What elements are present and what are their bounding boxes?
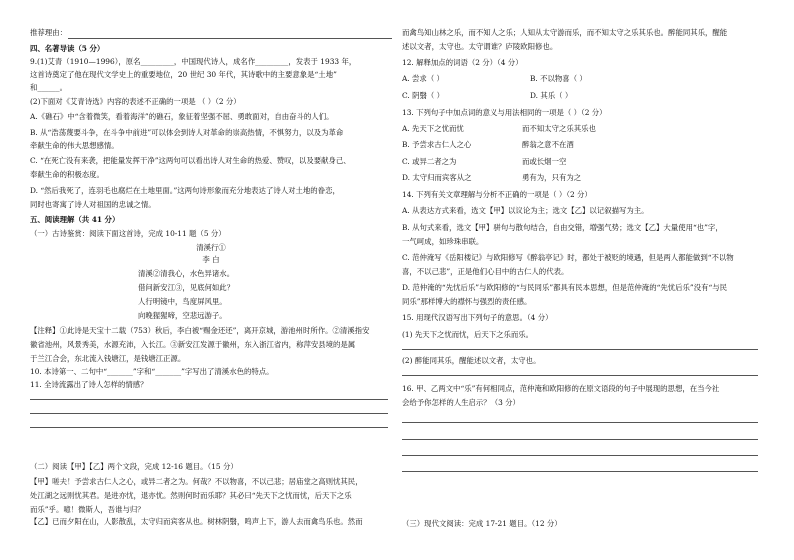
poem-line: 人行明镜中，鸟度屏风里。 bbox=[138, 297, 227, 306]
q14-option-b: B. 从句式来看，选文【甲】骈句与散句结合，自由交错，増强气势；选文【乙】大量使用“也”字， bbox=[402, 223, 723, 232]
q14-option-d: 同乐”那样博大的襟怀与强烈的责任感。 bbox=[402, 297, 532, 306]
q13: 13. 下列句子中加点词的意义与用法相同的一项是（ ）（2 分） bbox=[402, 108, 607, 117]
q14-option-b: 一气呵成，如珍珠串联。 bbox=[402, 237, 484, 246]
q14: 14. 下列有关文章理解与分析不正确的一项是（ ）（2 分） bbox=[402, 190, 592, 199]
q15-sentence-1: (1) 先天下之忧而忧，后天下之乐而乐。 bbox=[402, 330, 534, 339]
q12-option-b: B. 不以物喜（ ） bbox=[530, 74, 587, 83]
q16: 16. 甲、乙两文中“乐”有何相同点，范仲淹和欧阳修的在原文语段的句子中展现的思想，在当今社 bbox=[402, 384, 720, 393]
answer-line bbox=[68, 38, 392, 39]
recommend-label: 推荐理由： bbox=[30, 28, 67, 37]
option-d: 同时也寄寓了诗人对祖国的忠诚之情。 bbox=[30, 200, 156, 209]
poem-note: 【注释】①此诗是天宝十二载（753）秋后，李白被“赐金还还”，离开京城，游池州时所作。②清溪指安 bbox=[30, 326, 370, 335]
q14-option-a: A. 从表达方式来看，选文【甲】以议论为主；选文【乙】以记叙描写为主。 bbox=[402, 206, 649, 215]
q9-line: 这首诗奠定了他在现代文学史上的重要地位，20 世纪 30 年代，其诗歌中的主要意象是“土地” bbox=[30, 70, 337, 79]
recommend-reason bbox=[30, 28, 67, 38]
answer-line bbox=[402, 375, 758, 376]
section-5-title: 五、阅读理解（共 41 分） bbox=[30, 215, 120, 224]
answer-line bbox=[402, 439, 758, 440]
poem-author: 李 白 bbox=[202, 255, 220, 264]
answer-line bbox=[30, 427, 388, 428]
q13-option-a-pair: 而不知太守之乐其乐也 bbox=[522, 124, 596, 133]
q14-option-c: 喜，不以己悲”，正是他们心目中的古仁人的代表。 bbox=[402, 267, 569, 276]
poem-line: 清溪②清我心，水色异诸水。 bbox=[138, 269, 235, 278]
option-b: B. 从“浩荡蔑要斗争，在斗争中前进”可以体会到诗人对革命的崇高热情，不惧努力，以及为革命 bbox=[30, 128, 344, 137]
part-2-title: （二）阅读【甲】【乙】两个文段，完成 12-16 题目。（15 分） bbox=[30, 462, 238, 471]
q13-option-d: D. 太守归而宾客从之 bbox=[402, 173, 472, 182]
q9-line: 和______。 bbox=[30, 83, 67, 92]
option-c: 奉献生命的积极态度。 bbox=[30, 170, 104, 179]
q12-option-d: D. 其乐（ ） bbox=[530, 91, 573, 100]
poem-note: 徽省池州，风景秀美，水源充沛，入长江。③新安江发源于徽州，东入浙江省内，称萍安县境的是属 bbox=[30, 340, 356, 349]
answer-line bbox=[402, 349, 758, 350]
q9-2-question: (2)下面对《艾青诗选》内容的表述不正确的一项是 （ ）（2 分） bbox=[30, 97, 241, 106]
passage-yi: 【乙】已而夕阳在山，人影散乱，太守归而宾客从也。树林阴翳，鸣声上下，游人去而禽鸟乐也。然而 bbox=[30, 517, 363, 526]
section-4-title: 四、名著导读（5 分） bbox=[30, 44, 105, 53]
q12-option-a: A. 尝求（ ） bbox=[402, 74, 444, 83]
q12-option-c: C. 阴翳（ ） bbox=[402, 91, 445, 100]
option-b: 牵献生命的伟大思想感情。 bbox=[30, 141, 119, 150]
q13-option-c-pair: 而或长烟一空 bbox=[522, 157, 567, 166]
q13-option-b-pair: 醉翁之意不在酒 bbox=[522, 140, 574, 149]
q14-option-d: D. 范仲淹的“先忧后乐”与欧阳修的“与民同乐”都具有民本思想，但是范仲淹的“先忧后乐”没有“与民 bbox=[402, 283, 728, 292]
option-a: A.《礁石》中“含着微笑，看着海洋”的礁石，象征着坚强不屈、勇敢面对，自由奋斗的人们。 bbox=[30, 112, 334, 121]
option-c: C. “在死亡没有来袭，把能量发挥干净”这两句可以看出诗人对生命的热爱、赞叹，以及要献身己、 bbox=[30, 156, 351, 165]
part-3-title: （三）现代文阅读：完成 17-21 题目。（12 分） bbox=[402, 519, 562, 528]
q16: 会给予你怎样的人生启示？（3 分） bbox=[402, 398, 520, 407]
poem-title: 清溪行① bbox=[196, 243, 226, 252]
q13-option-c: C. 或异二者之为 bbox=[402, 157, 457, 166]
q13-option-b: B. 予尝求古仁人之心 bbox=[402, 140, 472, 149]
passage-jia: 【甲】嗟夫！予尝求古仁人之心，或异二者之为。何哉？不以物喜，不以己悲；居庙堂之高则忧其民， bbox=[30, 477, 363, 486]
poem-line: 向晚猩猩啼，空悲远游子。 bbox=[138, 311, 227, 320]
answer-line bbox=[30, 413, 388, 414]
q13-option-d-pair: 勇有为，只有为之 bbox=[522, 173, 582, 182]
q14-option-c: C. 范仲淹写《岳阳楼记》与欧阳修写《醉翁亭记》时，都处于被贬的境遇，但是两人都能做到“不以物 bbox=[402, 253, 734, 262]
answer-line bbox=[402, 422, 758, 423]
option-d: D. “然后我死了，连羽毛也腐烂在土地里面。”这两句诗形象而充分地表达了诗人对土地的眷恋， bbox=[30, 186, 340, 195]
q13-option-a: A. 先天下之忧而忧 bbox=[402, 124, 464, 133]
passage-yi-continued: 而禽鸟知山林之乐，而不知人之乐；人知从太守游而乐，而不知太守之乐其乐也。醉能同其乐，醒能 bbox=[402, 28, 728, 37]
q12: 12. 解释加点的词语（2 分）（4 分） bbox=[402, 58, 523, 67]
passage-jia: 而乐”乎。噫！微斯人，吾谁与归？ bbox=[30, 505, 145, 514]
q11: 11. 全诗流露出了诗人怎样的情感？ bbox=[30, 380, 148, 389]
passage-jia: 处江湖之远则忧其君。是进亦忧，退亦忧。然则何时而乐耶？其必曰“先天下之忧而忧，后天下之乐 bbox=[30, 491, 352, 500]
q9-line: 9.(1)艾青（1910—1996），原名_________，中国现代诗人，成名作_________，发表于 1933 年， bbox=[30, 57, 357, 66]
q10: 10. 本诗第一、二句中“_______”字和“_______”字写出了清溪水色的特点。 bbox=[30, 367, 274, 376]
passage-yi-continued: 述以文者，太守也。太守谓谁？庐陵欧阳修也。 bbox=[402, 42, 558, 51]
poem-note: 于兰江合会，东北流入钱塘江，是钱塘江正源。 bbox=[30, 354, 186, 363]
answer-line bbox=[402, 455, 758, 456]
answer-line bbox=[402, 471, 758, 472]
q15-sentence-2: (2) 醉能同其乐，醒能述以文者，太守也。 bbox=[402, 356, 541, 365]
poem-line: 借问新安江③，见底何如此？ bbox=[138, 283, 235, 292]
q15: 15. 用现代汉语写出下列句子的意思。（4 分） bbox=[402, 313, 553, 322]
answer-line bbox=[30, 399, 388, 400]
part-1-title: （一）古诗鉴赏：阅读下面这首诗，完成 10-11 题（5 分） bbox=[30, 229, 226, 238]
